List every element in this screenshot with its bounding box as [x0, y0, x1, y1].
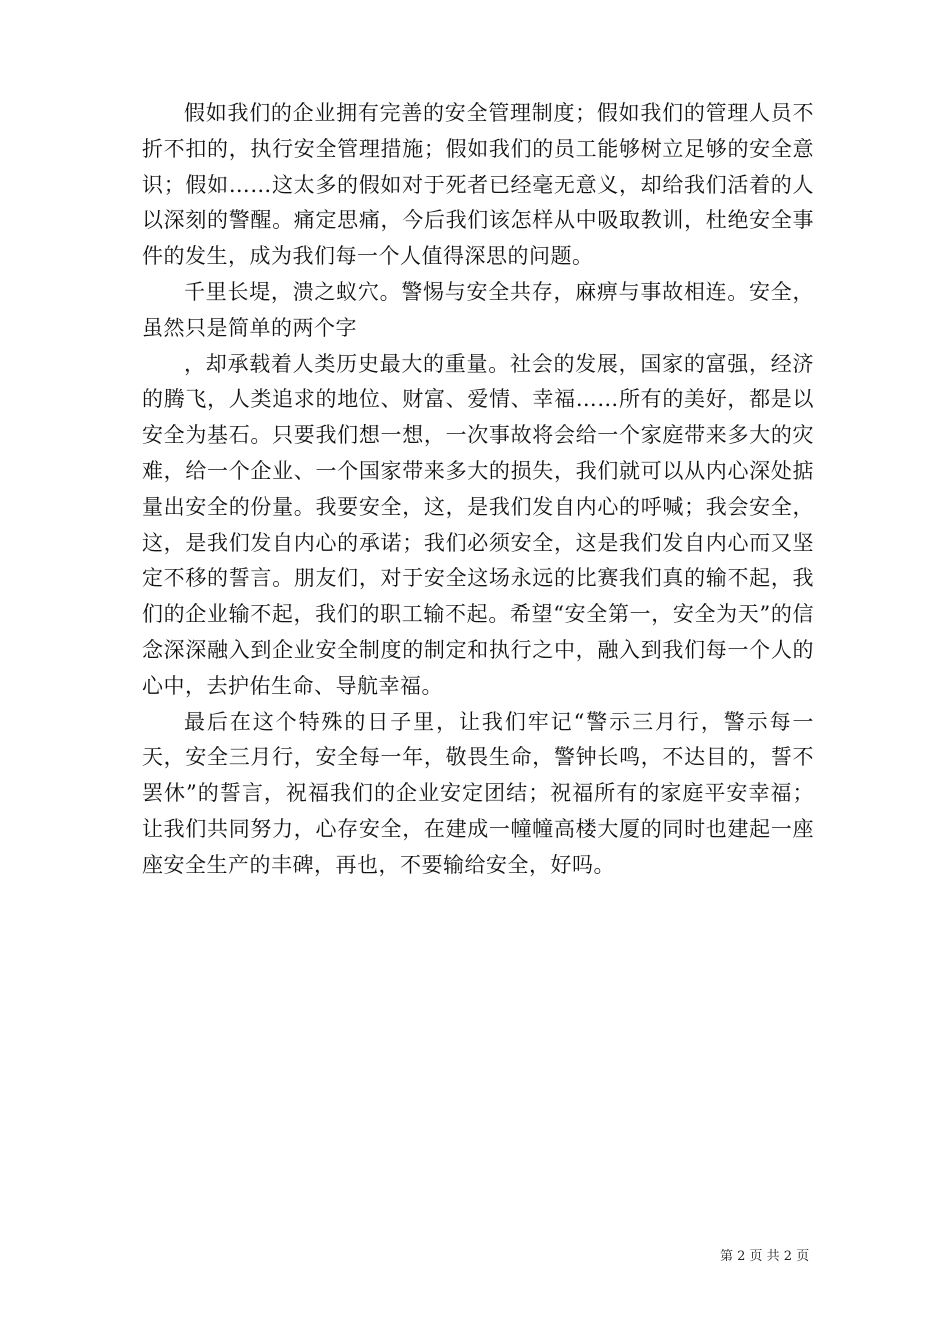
document-body — [142, 96, 814, 884]
paragraph-1: 假如我们的企业拥有完善的安全管理制度；假如我们的管理人员不折不扣的，执行安全管理措施；假如我们的员工能够树立足够的安全意识；假如……这太多的假如对于死者已经毫无意义，却给我们活着的人以深刻的警醒。痛定思痛，今后我们该怎样从中吸取教训，杜绝安全事件的发生，成为我们每一个人值得深思的问题。 — [142, 101, 814, 269]
page-number-footer: 第 2 页 共 2 页 — [720, 1249, 810, 1264]
paragraph-2: 千里长堤，溃之蚁穴。警惕与安全共存，麻痹与事故相连。安全，虽然只是简单的两个字 — [142, 279, 814, 340]
paragraph-3: ，却承载着人类历史最大的重量。社会的发展，国家的富强，经济的腾飞，人类追求的地位、财富、爱情、幸福……所有的美好，都是以安全为基石。只要我们想一想，一次事故将会给一个家庭带来多大的灾难，给一个企业、一个国家带来多大的损失，我们就可以从内心深处掂量出安全的份量。我要安全，这，是我们发自内心的呼喊；我会安全，这，是我们发自内心的承诺；我们必须安全，这是我们发自内心而又坚定不移的誓言。朋友们，对于安全这场永远的比赛我们真的输不起，我们的企业输不起，我们的职工输不起。希望“安全第一，安全为天”的信念深深融入到企业安全制度的制定和执行之中，融入到我们每一个人的心中，去护佑生命、导航幸福。 — [142, 351, 814, 698]
paragraph-4: 最后在这个特殊的日子里，让我们牢记“警示三月行，警示每一天，安全三月行，安全每一年，敬畏生命，警钟长鸣，不达目的，誓不罢休”的誓言，祝福我们的企业安定团结；祝福所有的家庭平安幸福；让我们共同努力，心存安全，在建成一幢幢高楼大厦的同时也建起一座座安全生产的丰碑，再也，不要输给安全，好吗。 — [142, 709, 814, 877]
